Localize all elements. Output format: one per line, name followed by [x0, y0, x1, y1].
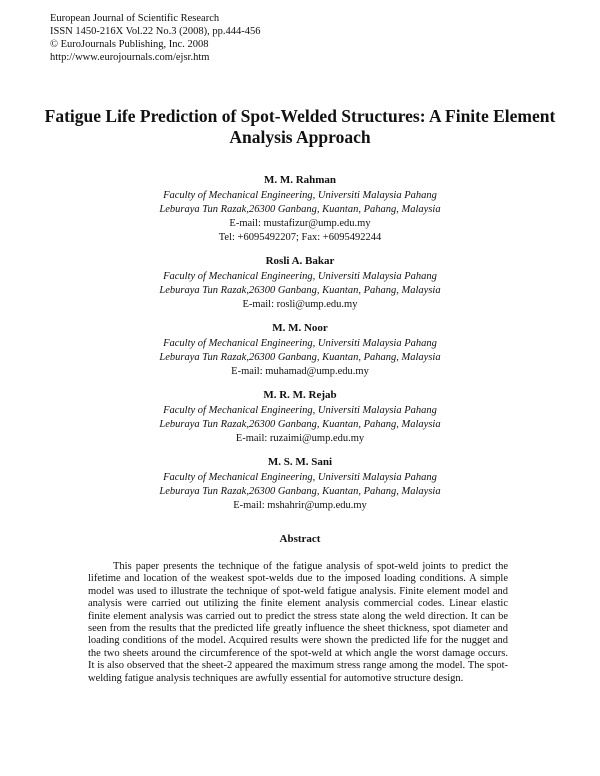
- journal-issn: ISSN 1450-216X Vol.22 No.3 (2008), pp.444-456: [50, 26, 261, 37]
- author-address: Leburaya Tun Razak,26300 Ganbang, Kuantan, Pahang, Malaysia: [159, 486, 441, 497]
- author-email[interactable]: E-mail: rosli@ump.edu.my: [242, 299, 358, 310]
- author-email[interactable]: E-mail: ruzaimi@ump.edu.my: [235, 433, 365, 444]
- author-address: Leburaya Tun Razak,26300 Ganbang, Kuantan, Pahang, Malaysia: [159, 204, 441, 215]
- author-phone: Tel: +6095492207; Fax: +6095492244: [218, 232, 382, 243]
- journal-header: [50, 12, 261, 64]
- author-affiliation: Faculty of Mechanical Engineering, Universiti Malaysia Pahang: [163, 190, 437, 201]
- author-address: Leburaya Tun Razak,26300 Ganbang, Kuantan, Pahang, Malaysia: [159, 419, 441, 430]
- author-block: [0, 255, 600, 312]
- journal-url[interactable]: http://www.eurojournals.com/ejsr.htm: [50, 52, 210, 63]
- author-block: [0, 456, 600, 513]
- author-email[interactable]: E-mail: mustafizur@ump.edu.my: [229, 218, 371, 229]
- author-name: M. R. M. Rejab: [263, 389, 337, 401]
- author-email[interactable]: E-mail: mshahrir@ump.edu.my: [233, 500, 367, 511]
- journal-name: European Journal of Scientific Research: [50, 13, 220, 24]
- abstract-heading: Abstract: [279, 533, 321, 545]
- author-list: [0, 174, 600, 523]
- author-affiliation: Faculty of Mechanical Engineering, Universiti Malaysia Pahang: [163, 472, 437, 483]
- journal-copyright: © EuroJournals Publishing, Inc. 2008: [50, 39, 209, 50]
- author-name: M. S. M. Sani: [267, 456, 333, 468]
- author-email[interactable]: E-mail: muhamad@ump.edu.my: [231, 366, 369, 377]
- author-address: Leburaya Tun Razak,26300 Ganbang, Kuantan, Pahang, Malaysia: [159, 285, 441, 296]
- author-name: M. M. Rahman: [263, 174, 337, 186]
- paper-title: Fatigue Life Prediction of Spot-Welded Structures: A Finite Element Analysis Approach: [44, 106, 556, 147]
- abstract-text: This paper presents the technique of the fatigue analysis of spot-weld joints to predict the lifetime and location of the weakest spot-welds due to the imposed loading conditions. A simple model was used to illustrate the technique of spot-weld fatigue analysis. Finite element model and analysis were carried out utilizing the finite element analysis commercial codes. Linear elastic finite element analysis was carried out to predict the stress state along the weld direction. It can be seen from the results that the predicted life greatly influence the sheet thickness, spot diameter and loading conditions of the model. Acquired results were shown the predicted life for the nugget and the two sheets around the circumference of the spot-weld at which angle the worst damage occurs. It is also observed that the sheet-2 appeared the maximum stress range among the model. The spot-welding fatigue analysis techniques are awfully essential for automotive structure design.: [88, 561, 508, 684]
- author-affiliation: Faculty of Mechanical Engineering, Universiti Malaysia Pahang: [163, 338, 437, 349]
- author-address: Leburaya Tun Razak,26300 Ganbang, Kuantan, Pahang, Malaysia: [159, 352, 441, 363]
- author-affiliation: Faculty of Mechanical Engineering, Universiti Malaysia Pahang: [163, 271, 437, 282]
- author-name: Rosli A. Bakar: [265, 255, 335, 267]
- author-block: [0, 174, 600, 245]
- author-name: M. M. Noor: [272, 322, 328, 334]
- author-affiliation: Faculty of Mechanical Engineering, Universiti Malaysia Pahang: [163, 405, 437, 416]
- author-block: [0, 389, 600, 446]
- author-block: [0, 322, 600, 379]
